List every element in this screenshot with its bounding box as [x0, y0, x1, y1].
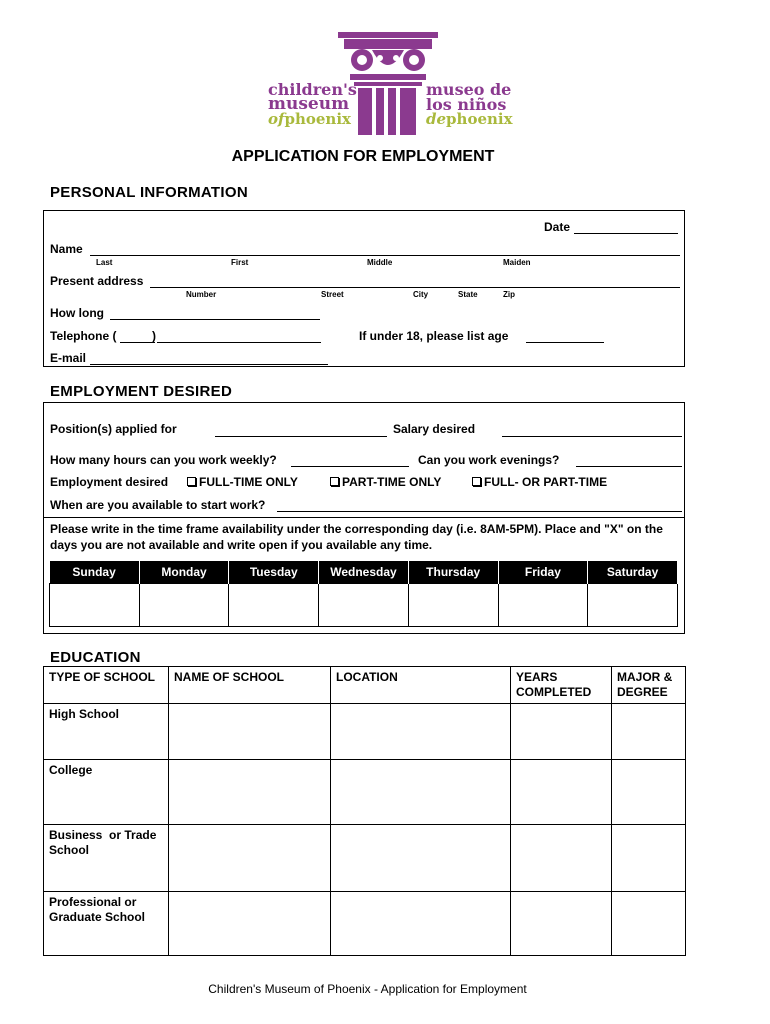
availability-instructions: Please write in the time frame availability under the corresponding day (i.e. 8AM-5PM). Place and "X" on the days you are not available and write open if you available any time.: [50, 522, 663, 552]
page-footer: Children's Museum of Phoenix - Application for Employment: [208, 982, 527, 996]
col-major-degree: MAJOR & DEGREE: [612, 667, 686, 704]
logo-english-line1: children's: [268, 80, 357, 99]
option-full-time[interactable]: FULL-TIME ONLY: [187, 475, 298, 489]
logo-spanish-line1: museo de: [426, 80, 512, 99]
telephone-field[interactable]: [157, 342, 321, 343]
grad-years-cell[interactable]: [511, 892, 612, 956]
trade-location-cell[interactable]: [331, 825, 511, 892]
row-college: College: [44, 760, 169, 825]
how-long-label: How long: [50, 306, 104, 320]
start-field[interactable]: [277, 511, 682, 512]
education-table: [43, 666, 686, 956]
availability-saturday-cell[interactable]: [588, 584, 678, 627]
email-label: E-mail: [50, 351, 87, 365]
college-major-cell[interactable]: [612, 760, 686, 825]
date-label: Date: [544, 220, 571, 234]
grad-location-cell[interactable]: [331, 892, 511, 956]
address-sub-city: City: [413, 290, 429, 299]
either-checkbox[interactable]: [472, 477, 481, 486]
logo: [262, 30, 512, 138]
name-sub-last: Last: [96, 258, 113, 267]
address-sub-state: State: [458, 290, 478, 299]
logo-spanish-phoenix: phoenix: [446, 110, 513, 128]
name-field[interactable]: [90, 255, 680, 256]
day-friday: Friday: [498, 561, 588, 584]
availability-wednesday-cell[interactable]: [319, 584, 409, 627]
position-field[interactable]: [215, 436, 387, 437]
start-label: When are you available to start work?: [50, 498, 266, 512]
row-business-trade: Business or Trade School: [44, 825, 169, 892]
col-type-of-school: TYPE OF SCHOOL: [44, 667, 169, 704]
high-school-years-cell[interactable]: [511, 704, 612, 760]
telephone-area-code-field[interactable]: [120, 342, 155, 343]
col-location: LOCATION: [331, 667, 511, 704]
email-field[interactable]: [90, 364, 328, 365]
availability-monday-cell[interactable]: [139, 584, 229, 627]
day-thursday: Thursday: [408, 561, 498, 584]
row-professional-graduate: Professional or Graduate School: [44, 892, 169, 956]
personal-info-heading: PERSONAL INFORMATION: [50, 184, 248, 201]
part-time-checkbox[interactable]: [330, 477, 339, 486]
option-part-time[interactable]: PART-TIME ONLY: [330, 475, 441, 489]
grad-major-cell[interactable]: [612, 892, 686, 956]
telephone-label: Telephone (: [50, 329, 117, 343]
hours-field[interactable]: [291, 466, 409, 467]
logo-english-line2: museum: [268, 94, 350, 114]
availability-thursday-cell[interactable]: [408, 584, 498, 627]
name-sub-first: First: [231, 258, 249, 267]
evenings-field[interactable]: [576, 466, 682, 467]
day-wednesday: Wednesday: [319, 561, 409, 584]
address-sub-street: Street: [321, 290, 344, 299]
under18-label: If under 18, please list age: [359, 329, 509, 343]
row-high-school: High School: [44, 704, 169, 760]
high-school-major-cell[interactable]: [612, 704, 686, 760]
logo-english-phoenix: phoenix: [284, 110, 351, 128]
availability-sunday-cell[interactable]: [50, 584, 140, 627]
availability-tuesday-cell[interactable]: [229, 584, 319, 627]
address-sub-zip: Zip: [503, 290, 515, 299]
date-field[interactable]: [574, 233, 678, 234]
option-either[interactable]: FULL- OR PART-TIME: [472, 475, 607, 489]
address-field[interactable]: [150, 287, 680, 288]
start-divider: [43, 517, 685, 518]
telephone-close-paren: ): [152, 329, 156, 343]
high-school-name-cell[interactable]: [169, 704, 331, 760]
age-field[interactable]: [526, 342, 604, 343]
education-heading: EDUCATION: [50, 649, 141, 666]
trade-major-cell[interactable]: [612, 825, 686, 892]
address-sub-number: Number: [186, 290, 217, 299]
position-label: Position(s) applied for: [50, 422, 177, 436]
college-years-cell[interactable]: [511, 760, 612, 825]
page-title: APPLICATION FOR EMPLOYMENT: [231, 148, 495, 165]
address-label: Present address: [50, 274, 144, 288]
logo-spanish-de: de: [426, 110, 447, 128]
name-label: Name: [50, 242, 83, 256]
hours-label: How many hours can you work weekly?: [50, 453, 277, 467]
evenings-label: Can you work evenings?: [418, 453, 560, 467]
high-school-location-cell[interactable]: [331, 704, 511, 760]
col-years-completed: YEARS COMPLETED: [511, 667, 612, 704]
college-name-cell[interactable]: [169, 760, 331, 825]
how-long-field[interactable]: [110, 319, 320, 320]
full-time-checkbox[interactable]: [187, 477, 196, 486]
availability-table: [49, 561, 678, 627]
grad-name-cell[interactable]: [169, 892, 331, 956]
salary-label: Salary desired: [393, 422, 476, 436]
logo-spanish-line2: los niños: [426, 95, 507, 114]
day-monday: Monday: [139, 561, 229, 584]
logo-english-of: of: [268, 110, 285, 128]
college-location-cell[interactable]: [331, 760, 511, 825]
day-saturday: Saturday: [588, 561, 678, 584]
day-tuesday: Tuesday: [229, 561, 319, 584]
day-sunday: Sunday: [50, 561, 140, 584]
salary-field[interactable]: [502, 436, 682, 437]
name-sub-maiden: Maiden: [503, 258, 531, 267]
employment-heading: EMPLOYMENT DESIRED: [50, 383, 233, 400]
availability-friday-cell[interactable]: [498, 584, 588, 627]
trade-years-cell[interactable]: [511, 825, 612, 892]
name-sub-middle: Middle: [367, 258, 393, 267]
trade-name-cell[interactable]: [169, 825, 331, 892]
employment-desired-label: Employment desired: [50, 475, 169, 489]
col-name-of-school: NAME OF SCHOOL: [169, 667, 331, 704]
